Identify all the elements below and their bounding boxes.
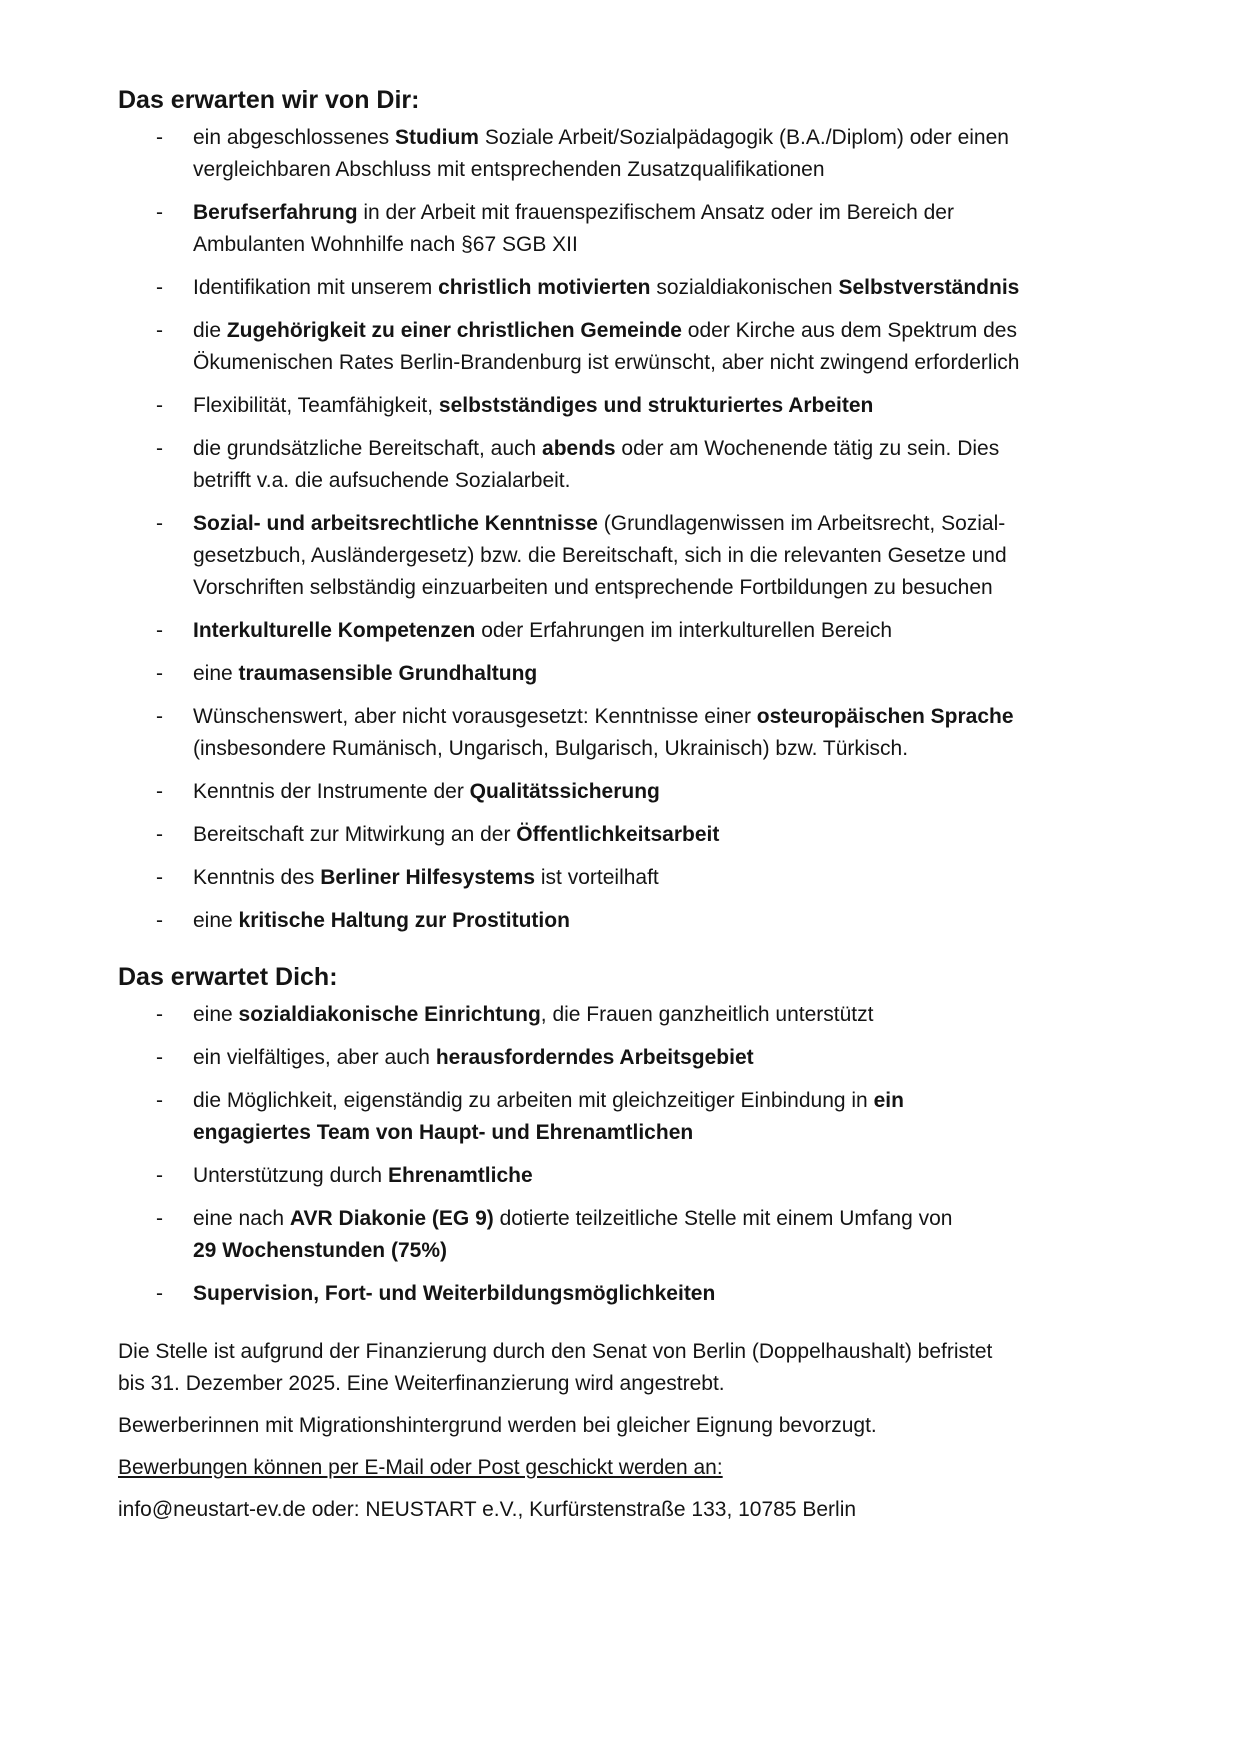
emphasis-text: Zugehörigkeit zu einer christlichen Gemeinde <box>226 319 682 342</box>
item-text: oder Erfahrungen im interkulturellen Bereich <box>475 619 893 642</box>
item-text: in der Arbeit mit frauenspezifischem Ansatz oder im Bereich der <box>357 201 954 224</box>
emphasis-text: selbstständiges und strukturiertes Arbeiten <box>438 394 874 417</box>
item-text: eine nach <box>193 1207 290 1230</box>
item-text: Unterstützung durch <box>193 1164 388 1187</box>
requirement-item <box>118 390 1148 422</box>
item-text: vergleichbaren Abschluss mit entsprechenden Zusatzqualifikationen <box>193 158 825 181</box>
section-heading-offer: Das erwartet Dich: <box>118 963 338 991</box>
item-text: Soziale Arbeit/Sozialpädagogik (B.A./Diplom) oder einen <box>478 126 1009 149</box>
item-text: dotierte teilzeitliche Stelle mit einem Umfang von <box>493 1207 953 1230</box>
emphasis-text: abends <box>542 437 616 460</box>
emphasis-text: Selbstverständnis <box>838 276 1020 299</box>
list-dash-marker: - <box>156 201 163 224</box>
list-dash-marker: - <box>156 1207 163 1230</box>
list-dash-marker: - <box>156 1003 163 1026</box>
requirement-item <box>118 272 1148 304</box>
item-text: die grundsätzliche Bereitschaft, auch <box>193 437 543 460</box>
contact-line: info@neustart-ev.de oder: NEUSTART e.V., Kurfürstenstraße 133, 10785 Berlin <box>118 1498 857 1521</box>
funding-paragraph <box>118 1336 1148 1400</box>
emphasis-text: herausforderndes Arbeitsgebiet <box>435 1046 754 1069</box>
requirement-item <box>118 819 1148 851</box>
item-text: ein vielfältiges, aber auch <box>193 1046 436 1069</box>
funding-line-1: Die Stelle ist aufgrund der Finanzierung durch den Senat von Berlin (Doppelhaushalt) befristet <box>118 1340 993 1363</box>
item-text: Identifikation mit unserem <box>193 276 439 299</box>
list-dash-marker: - <box>156 619 163 642</box>
requirement-item <box>118 658 1148 690</box>
funding-line-2: bis 31. Dezember 2025. Eine Weiterfinanzierung wird angestrebt. <box>118 1372 725 1395</box>
item-text: Bereitschaft zur Mitwirkung an der <box>193 823 517 846</box>
emphasis-text: Öffentlichkeitsarbeit <box>516 823 720 846</box>
requirement-item <box>118 776 1148 808</box>
offer-item <box>118 999 1148 1031</box>
emphasis-text: traumasensible Grundhaltung <box>238 662 538 685</box>
list-dash-marker: - <box>156 437 163 460</box>
emphasis-text: engagiertes Team von Haupt- und Ehrenamtlichen <box>193 1121 694 1144</box>
emphasis-text: christlich motivierten <box>438 276 651 299</box>
migration-note: Bewerberinnen mit Migrationshintergrund werden bei gleicher Eignung bevorzugt. <box>118 1414 877 1437</box>
item-text: Vorschriften selbständig einzuarbeiten und entsprechende Fortbildungen zu besuchen <box>193 576 993 599</box>
list-dash-marker: - <box>156 276 163 299</box>
requirement-item <box>118 315 1148 379</box>
item-text: ist vorteilhaft <box>535 866 659 889</box>
item-text: Kenntnis der Instrumente der <box>193 780 470 803</box>
offer-item <box>118 1085 1148 1149</box>
requirement-item <box>118 905 1148 937</box>
emphasis-text: AVR Diakonie (EG 9) <box>289 1207 494 1230</box>
requirement-item <box>118 701 1148 765</box>
item-text: eine <box>193 909 239 932</box>
emphasis-text: Interkulturelle Kompetenzen <box>193 619 476 642</box>
list-dash-marker: - <box>156 662 163 685</box>
list-dash-marker: - <box>156 1089 163 1112</box>
item-text: eine <box>193 1003 239 1026</box>
emphasis-text: Studium <box>394 126 479 149</box>
list-dash-marker: - <box>156 126 163 149</box>
emphasis-text: ein <box>873 1089 904 1112</box>
item-text: oder Kirche aus dem Spektrum des <box>681 319 1017 342</box>
emphasis-text: Supervision, Fort- und Weiterbildungsmöglichkeiten <box>193 1282 716 1305</box>
list-dash-marker: - <box>156 394 163 417</box>
item-text: Kenntnis des <box>193 866 321 889</box>
section-heading-expectations: Das erwarten wir von Dir: <box>118 86 420 114</box>
document-content <box>118 84 1148 1536</box>
item-text: gesetzbuch, Ausländergesetz) bzw. die Bereitschaft, sich in die relevanten Gesetze und <box>193 544 1007 567</box>
emphasis-text: kritische Haltung zur Prostitution <box>238 909 570 932</box>
list-dash-marker: - <box>156 1046 163 1069</box>
item-text: die Möglichkeit, eigenständig zu arbeiten mit gleichzeitiger Einbindung in <box>193 1089 874 1112</box>
item-text: , die Frauen ganzheitlich unterstützt <box>540 1003 874 1026</box>
emphasis-text: Sozial- und arbeitsrechtliche Kenntnisse <box>193 512 598 535</box>
item-text: Ambulanten Wohnhilfe nach §67 SGB XII <box>193 233 578 256</box>
item-text: sozialdiakonischen <box>650 276 839 299</box>
item-text: oder am Wochenende tätig zu sein. Dies <box>615 437 1000 460</box>
item-text: die <box>193 319 227 342</box>
requirement-item <box>118 433 1148 497</box>
list-dash-marker: - <box>156 866 163 889</box>
item-text: (Grundlagenwissen im Arbeitsrecht, Sozial- <box>597 512 1006 535</box>
offer-item <box>118 1160 1148 1192</box>
offer-item <box>118 1278 1148 1310</box>
apply-heading: Bewerbungen können per E-Mail oder Post geschickt werden an: <box>118 1456 723 1479</box>
emphasis-text: Berufserfahrung <box>193 201 358 224</box>
emphasis-text: Berliner Hilfesystems <box>320 866 536 889</box>
item-text: Flexibilität, Teamfähigkeit, <box>193 394 439 417</box>
list-dash-marker: - <box>156 705 163 728</box>
item-text: eine <box>193 662 239 685</box>
emphasis-text: 29 Wochenstunden (75%) <box>193 1239 447 1262</box>
list-dash-marker: - <box>156 319 163 342</box>
offer-item <box>118 1203 1148 1267</box>
emphasis-text: Ehrenamtliche <box>387 1164 533 1187</box>
emphasis-text: sozialdiakonische Einrichtung <box>238 1003 541 1026</box>
requirement-item <box>118 122 1148 186</box>
item-text: (insbesondere Rumänisch, Ungarisch, Bulgarisch, Ukrainisch) bzw. Türkisch. <box>193 737 909 760</box>
offer-item <box>118 1042 1148 1074</box>
item-text: Wünschenswert, aber nicht vorausgesetzt: Kenntnisse einer <box>193 705 757 728</box>
list-dash-marker: - <box>156 780 163 803</box>
list-dash-marker: - <box>156 909 163 932</box>
emphasis-text: Qualitätssicherung <box>469 780 660 803</box>
list-dash-marker: - <box>156 512 163 535</box>
requirement-item <box>118 197 1148 261</box>
item-text: ein abgeschlossenes <box>193 126 395 149</box>
requirement-item <box>118 862 1148 894</box>
list-dash-marker: - <box>156 1164 163 1187</box>
list-dash-marker: - <box>156 823 163 846</box>
offer-list <box>118 999 1148 1310</box>
requirement-item <box>118 615 1148 647</box>
item-text: Ökumenischen Rates Berlin-Brandenburg ist erwünscht, aber nicht zwingend erforderlich <box>193 351 1020 374</box>
item-text: betrifft v.a. die aufsuchende Sozialarbeit. <box>193 469 571 492</box>
list-dash-marker: - <box>156 1282 163 1305</box>
emphasis-text: osteuropäischen Sprache <box>756 705 1014 728</box>
requirement-item <box>118 508 1148 604</box>
requirements-list <box>118 122 1148 937</box>
